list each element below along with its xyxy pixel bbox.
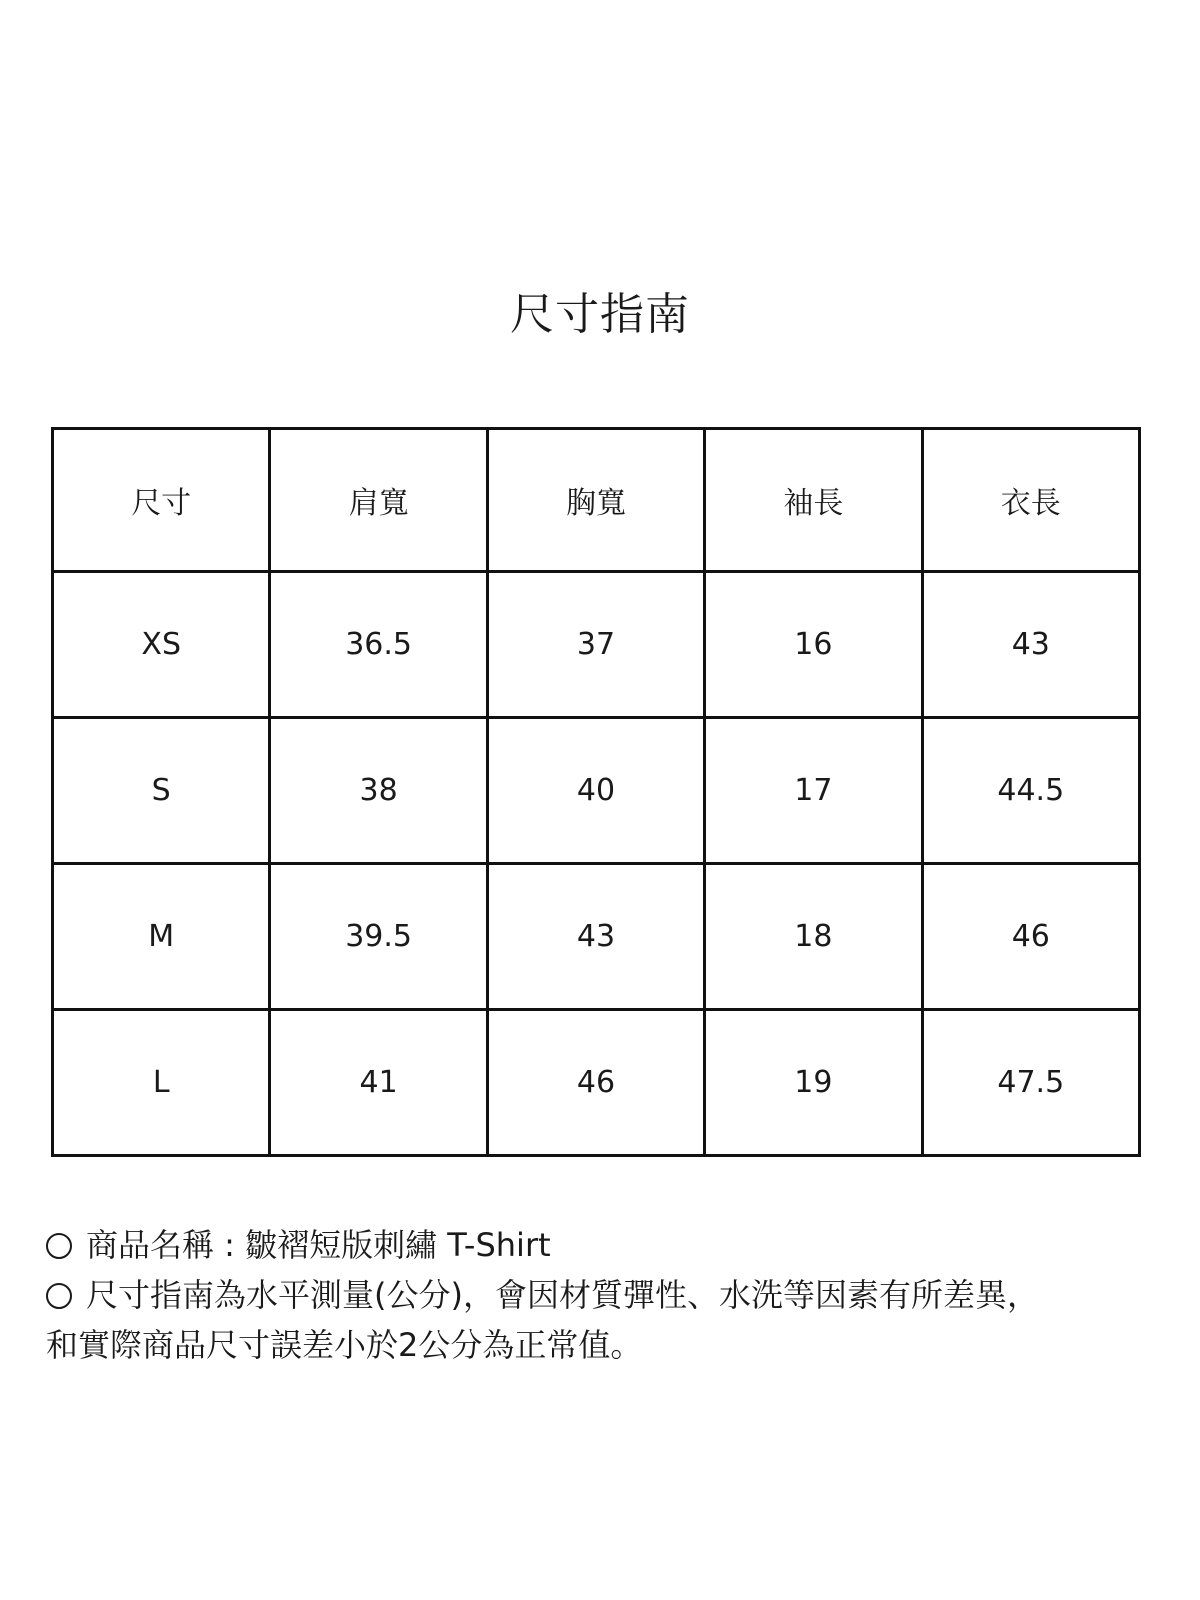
table-cell: 40 bbox=[487, 718, 704, 864]
table-cell: 41 bbox=[270, 1010, 487, 1156]
table-cell: XS bbox=[53, 572, 270, 718]
circle-outline-icon bbox=[46, 1233, 72, 1259]
note-measurement bbox=[46, 1270, 1166, 1320]
table-cell: 46 bbox=[922, 864, 1139, 1010]
table-header-row bbox=[53, 429, 1140, 572]
circle-outline-icon bbox=[46, 1283, 72, 1309]
product-name-text: 商品名稱 : 皺褶短版刺繡 T-Shirt bbox=[86, 1226, 551, 1264]
header-cell-chest-width: 胸寬 bbox=[487, 429, 704, 572]
table-row bbox=[53, 718, 1140, 864]
table-cell: 18 bbox=[705, 864, 922, 1010]
table-cell: 16 bbox=[705, 572, 922, 718]
table-cell: 19 bbox=[705, 1010, 922, 1156]
table-cell: 44.5 bbox=[922, 718, 1139, 864]
table-cell: 39.5 bbox=[270, 864, 487, 1010]
notes-section bbox=[46, 1220, 1166, 1370]
table-cell: M bbox=[53, 864, 270, 1010]
size-chart-table bbox=[51, 427, 1141, 1157]
note-product-name bbox=[46, 1220, 1166, 1270]
header-cell-sleeve-length: 袖長 bbox=[705, 429, 922, 572]
table-cell: 38 bbox=[270, 718, 487, 864]
table-cell: 46 bbox=[487, 1010, 704, 1156]
header-cell-garment-length: 衣長 bbox=[922, 429, 1139, 572]
table-cell: 43 bbox=[487, 864, 704, 1010]
header-cell-shoulder-width: 肩寬 bbox=[270, 429, 487, 572]
table-cell: 17 bbox=[705, 718, 922, 864]
table-cell: 37 bbox=[487, 572, 704, 718]
table-cell: L bbox=[53, 1010, 270, 1156]
table-cell: 43 bbox=[922, 572, 1139, 718]
page-title: 尺寸指南 bbox=[510, 289, 690, 340]
table-row bbox=[53, 864, 1140, 1010]
note-measurement-continued bbox=[46, 1320, 1166, 1370]
table-cell: 47.5 bbox=[922, 1010, 1139, 1156]
table-row bbox=[53, 1010, 1140, 1156]
table-cell: 36.5 bbox=[270, 572, 487, 718]
header-cell-size: 尺寸 bbox=[53, 429, 270, 572]
table-row bbox=[53, 572, 1140, 718]
measurement-text-line2: 和實際商品尺寸誤差小於2公分為正常值。 bbox=[46, 1326, 643, 1364]
table-cell: S bbox=[53, 718, 270, 864]
measurement-text-line1: 尺寸指南為水平測量(公分)，會因材質彈性、水洗等因素有所差異， bbox=[86, 1276, 1039, 1314]
